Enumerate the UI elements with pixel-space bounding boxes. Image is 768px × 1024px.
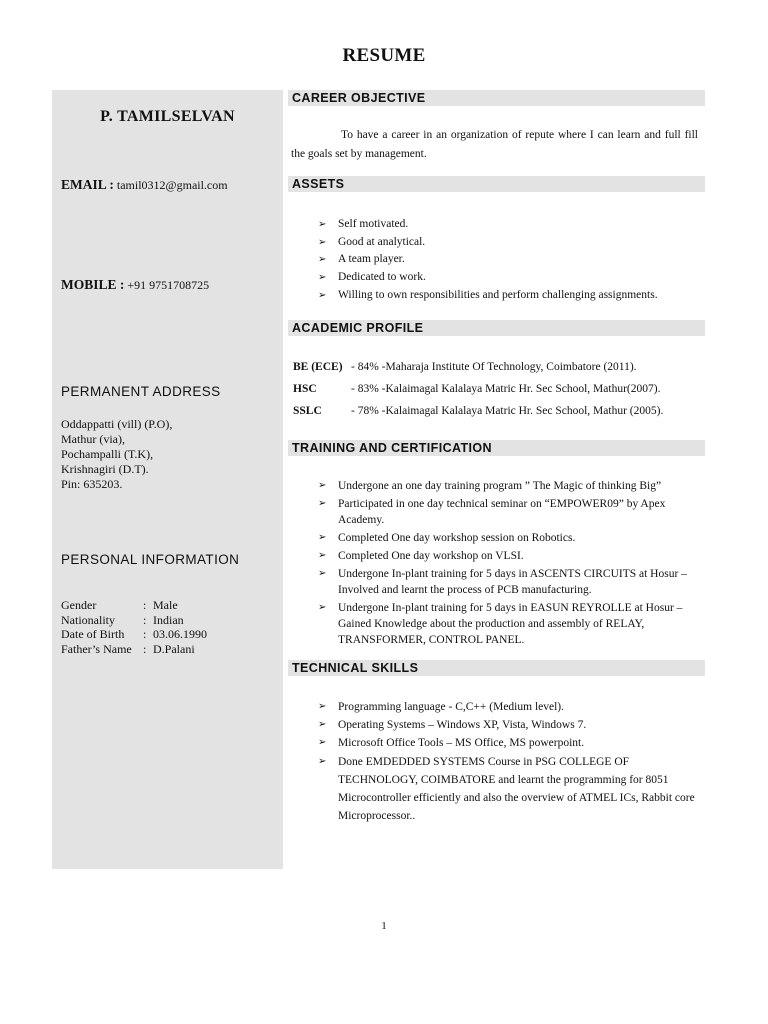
section-bar-training bbox=[288, 440, 705, 456]
personal-info-value: 03.06.1990 bbox=[153, 627, 207, 641]
arrow-bullet-icon: ➢ bbox=[318, 498, 327, 509]
training-list bbox=[318, 478, 698, 650]
personal-info-value: Male bbox=[153, 598, 178, 612]
mobile-line bbox=[61, 277, 209, 293]
personal-info-label: Nationality bbox=[61, 612, 115, 627]
arrow-bullet-icon: ➢ bbox=[318, 289, 327, 301]
list-item: ➢ Self motivated. bbox=[318, 216, 698, 234]
document-title: RESUME bbox=[342, 45, 426, 66]
personal-info-row: Father’s Name : D.Palani bbox=[61, 641, 195, 656]
arrow-bullet-icon: ➢ bbox=[318, 568, 327, 579]
assets-heading: ASSETS bbox=[292, 177, 345, 191]
mobile-label: MOBILE : bbox=[61, 277, 125, 292]
list-item: ➢ Undergone In-plant training for 5 days in ASCENTS CIRCUITS at Hosur – Involved and learnt the process of PCB manufacturing. bbox=[318, 568, 687, 596]
academic-row: SSLC - 78% -Kalaimagal Kalalaya Matric Hr. Sec School, Mathur (2005). bbox=[293, 405, 664, 417]
academic-row: HSC - 83% -Kalaimagal Kalalaya Matric Hr. Sec School, Mathur(2007). bbox=[293, 383, 661, 395]
list-item: ➢ Microsoft Office Tools – MS Office, MS powerpoint. bbox=[318, 737, 585, 749]
mobile-value: +91 9751708725 bbox=[127, 278, 210, 292]
arrow-bullet-icon: ➢ bbox=[318, 550, 327, 561]
address-line: Oddappatti (vill) (P.O), bbox=[61, 417, 173, 431]
list-item: ➢ Willing to own responsibilities and perform challenging assignments. bbox=[318, 287, 698, 305]
personal-info-label: Father’s Name bbox=[61, 641, 132, 656]
personal-info-row: Nationality : Indian bbox=[61, 612, 184, 627]
list-item: ➢ Undergone an one day training program ” The Magic of thinking Big” bbox=[318, 480, 662, 492]
list-item: ➢ Participated in one day technical seminar on “EMPOWER09” by Apex Academy. bbox=[318, 498, 666, 526]
page-number: 1 bbox=[381, 920, 387, 932]
personal-info-heading: PERSONAL INFORMATION bbox=[61, 552, 240, 567]
academic-profile-heading: ACADEMIC PROFILE bbox=[292, 321, 424, 335]
address-block bbox=[61, 417, 172, 492]
technical-skills-heading: TECHNICAL SKILLS bbox=[292, 661, 419, 675]
email-value: tamil0312@gmail.com bbox=[116, 178, 228, 192]
personal-info-value: Indian bbox=[153, 612, 184, 627]
list-item: ➢ Operating Systems – Windows XP, Vista, Windows 7. bbox=[318, 719, 587, 731]
list-item: ➢ A team player. bbox=[318, 251, 698, 269]
sidebar-panel bbox=[52, 90, 283, 869]
personal-info-label: Gender bbox=[61, 598, 97, 612]
address-line: Pin: 635203. bbox=[61, 477, 123, 491]
list-item: ➢ Completed One day workshop session on Robotics. bbox=[318, 532, 576, 544]
email-line bbox=[61, 177, 228, 193]
candidate-name: P. TAMILSELVAN bbox=[100, 108, 235, 125]
academic-row: BE (ECE) - 84% -Maharaja Institute Of Technology, Coimbatore (2011). bbox=[293, 361, 637, 373]
list-item: ➢ Done EMDEDDED SYSTEMS Course in PSG COLLEGE OF TECHNOLOGY, COIMBATORE and learnt the programming for 8051 Microcontroller efficiently and also the overview of ATMEL ICs, Rabbit core Microprocessor.. bbox=[318, 753, 698, 825]
arrow-bullet-icon: ➢ bbox=[318, 737, 327, 748]
personal-info-value: D.Palani bbox=[153, 641, 195, 656]
section-bar-academic bbox=[288, 320, 705, 336]
arrow-bullet-icon: ➢ bbox=[318, 254, 327, 266]
arrow-bullet-icon: ➢ bbox=[318, 701, 327, 712]
list-item: ➢ Completed One day workshop on VLSI. bbox=[318, 550, 524, 562]
section-bar-skills bbox=[288, 660, 705, 676]
section-bar-career bbox=[288, 90, 705, 106]
arrow-bullet-icon: ➢ bbox=[318, 272, 327, 284]
address-line: Pochampalli (T.K), bbox=[61, 447, 154, 461]
personal-info-label: Date of Birth bbox=[61, 627, 125, 641]
arrow-bullet-icon: ➢ bbox=[318, 236, 327, 248]
list-item: ➢ Good at analytical. bbox=[318, 234, 698, 252]
academic-table bbox=[293, 356, 663, 422]
personal-info-table bbox=[61, 598, 207, 656]
career-objective-heading: CAREER OBJECTIVE bbox=[292, 91, 426, 105]
career-objective-text: To have a career in an organization of repute where I can learn and full fill the goals set by management. bbox=[291, 129, 698, 160]
arrow-bullet-icon: ➢ bbox=[318, 480, 327, 491]
list-item: ➢ Dedicated to work. bbox=[318, 269, 698, 287]
personal-info-row: Date of Birth : 03.06.1990 bbox=[61, 627, 207, 641]
skills-list bbox=[318, 699, 698, 827]
arrow-bullet-icon: ➢ bbox=[318, 219, 327, 230]
training-heading: TRAINING AND CERTIFICATION bbox=[292, 441, 492, 455]
arrow-bullet-icon: ➢ bbox=[318, 719, 327, 730]
address-line: Mathur (via), bbox=[61, 432, 125, 446]
arrow-bullet-icon: ➢ bbox=[318, 756, 327, 767]
assets-list bbox=[318, 216, 698, 305]
email-label: EMAIL : bbox=[61, 177, 114, 192]
arrow-bullet-icon: ➢ bbox=[318, 532, 327, 543]
section-bar-assets bbox=[288, 176, 705, 192]
address-heading: PERMANENT ADDRESS bbox=[61, 384, 221, 399]
list-item: ➢ Programming language - C,C++ (Medium level). bbox=[318, 701, 564, 713]
personal-info-row: Gender : Male bbox=[61, 598, 178, 612]
address-line: Krishnagiri (D.T). bbox=[61, 462, 149, 476]
arrow-bullet-icon: ➢ bbox=[318, 602, 327, 613]
list-item: ➢ Undergone In-plant training for 5 days in EASUN REYROLLE at Hosur – Gained Knowledge about the production and assembly of RELAY, TRANSFORMER, CONTROL PANEL. bbox=[318, 602, 683, 646]
